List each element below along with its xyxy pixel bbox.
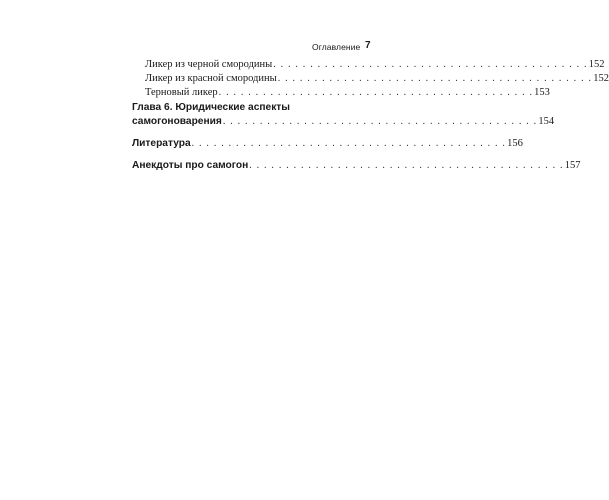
toc-entry-title: Литература — [132, 138, 191, 149]
toc-entry-page: 152 — [593, 73, 609, 84]
page-number: 7 — [365, 40, 371, 51]
toc-entry-page: 157 — [564, 160, 581, 171]
toc-entry-blackcurrant-liqueur — [132, 59, 605, 70]
dot-leader: . . . . . . . . . . . . . . . . . . . . . . . . . . . . . . . . . . . . . . . . . . . — [273, 59, 588, 70]
toc-entry-sloe-liqueur — [132, 87, 550, 98]
toc-entry-page: 152 — [588, 59, 605, 70]
dot-leader: . . . . . . . . . . . . . . . . . . . . . . . . . . . . . . . . . . . . . . . . . . . — [222, 116, 538, 127]
dot-leader: . . . . . . . . . . . . . . . . . . . . . . . . . . . . . . . . . . . . . . . . . . . — [218, 87, 534, 98]
toc-entry-title: Терновый ликер — [145, 87, 218, 98]
toc-entry-literature — [132, 138, 523, 149]
running-head: Оглавление — [312, 42, 361, 52]
toc-entry-redcurrant-liqueur — [132, 73, 609, 84]
toc-entry-anecdotes — [132, 160, 581, 171]
toc-entry-title: Ликер из красной смородины — [145, 73, 277, 84]
toc-chapter6-title-line1: Глава 6. Юридические аспекты — [132, 102, 290, 113]
toc-entry-title: Анекдоты про самогон — [132, 160, 249, 171]
toc-entry-title: Ликер из черной смородины — [145, 59, 273, 70]
toc-entry-page: 153 — [534, 87, 550, 98]
dot-leader: . . . . . . . . . . . . . . . . . . . . . . . . . . . . . . . . . . . . . . . . . . . — [249, 160, 564, 171]
dot-leader: . . . . . . . . . . . . . . . . . . . . . . . . . . . . . . . . . . . . . . . . . . . — [191, 138, 507, 149]
toc-entry-page: 154 — [538, 116, 555, 127]
dot-leader: . . . . . . . . . . . . . . . . . . . . . . . . . . . . . . . . . . . . . . . . . . . — [277, 73, 593, 84]
toc-entry-title: самогоноварения — [132, 116, 222, 127]
toc-entry-chapter6 — [132, 116, 555, 127]
toc-entry-page: 156 — [507, 138, 523, 149]
